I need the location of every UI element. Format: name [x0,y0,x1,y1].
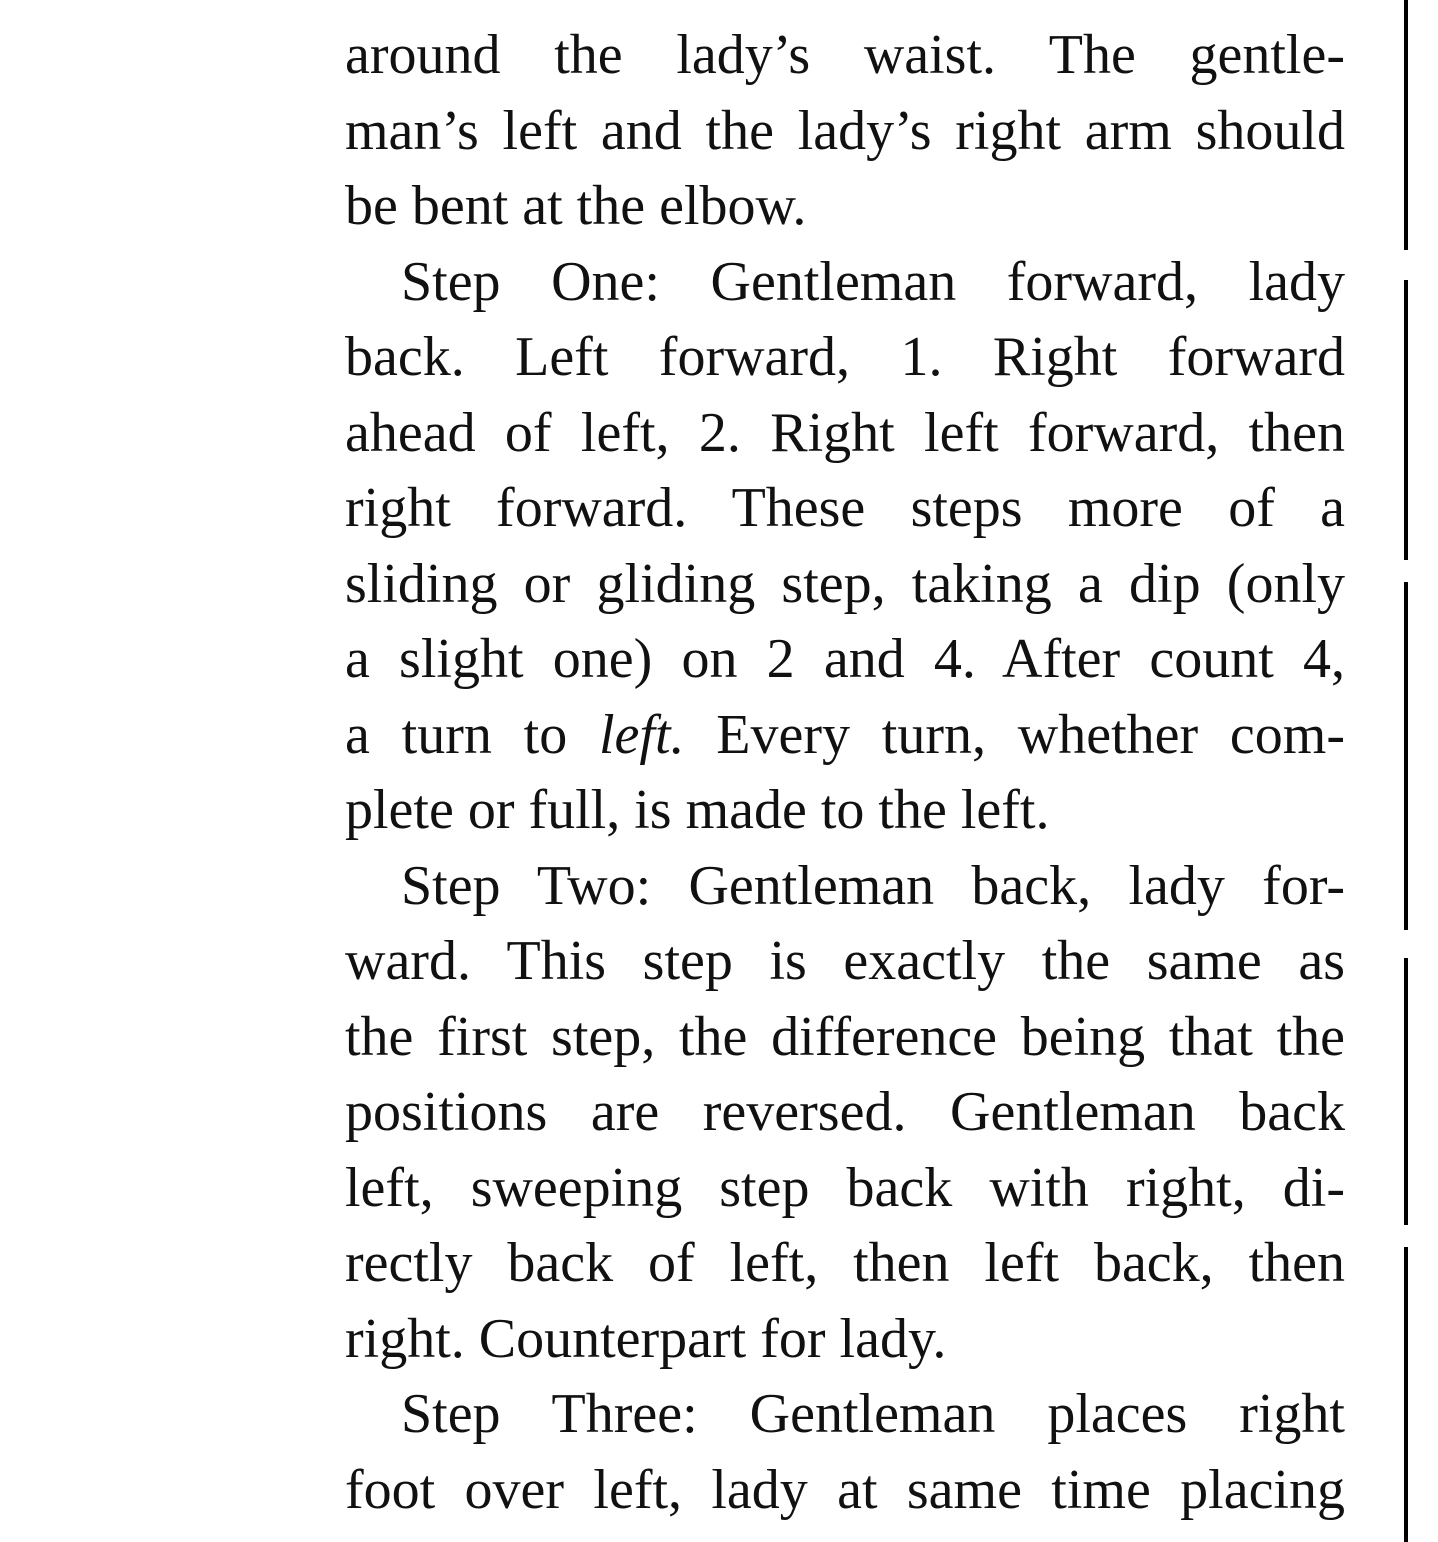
text-line: right. Counterpart for lady. [345,1307,947,1370]
text-line: ahead of left, 2. Right left forward, then [345,401,1345,464]
text-line: man’s left and the lady’s right arm should [345,99,1345,162]
text-line: back. Left forward, 1. Right forward [345,326,1345,388]
text-line: around the lady’s waist. The gentle- [345,24,1345,86]
text-line: a slight one) on 2 and 4. After count 4, [345,628,1345,690]
text-segment: a turn to [345,703,599,766]
text-line: rectly back of left, then left back, then [345,1232,1345,1294]
text-segment: Every turn, whether com- [684,703,1345,766]
page-edge-gap [1402,560,1410,582]
page-edge-gap [1402,250,1410,280]
text-line: ward. This step is exactly the same as [345,930,1345,992]
text-line: positions are reversed. Gentleman back [345,1081,1345,1143]
paragraph-step-two [345,849,1345,1378]
page-edge-rule [1404,0,1408,1542]
paragraph-step-three [345,1377,1345,1528]
text-line: be bent at the elbow. [345,175,807,237]
text-line: foot over left, lady at same time placing [345,1458,1345,1521]
paragraph-step-one [345,245,1345,849]
text-line: Step Two: Gentleman back, lady for- [401,854,1345,917]
text-line: right forward. These steps more of a [345,477,1345,539]
book-page-text [345,18,1345,1528]
text-line: plete or full, is made to the left. [345,779,1050,841]
italic-word: left. [598,703,685,766]
text-line: left, sweeping step back with right, di- [345,1156,1345,1219]
page-edge-gap [1402,1225,1410,1247]
text-line-with-italic [345,698,1345,774]
text-line: sliding or gliding step, taking a dip (only [345,552,1345,615]
text-line: Step Three: Gentleman places right [401,1383,1345,1445]
text-line: the first step, the difference being that the [345,1005,1345,1068]
text-line: Step One: Gentleman forward, lady [401,250,1345,313]
page-edge-gap [1402,930,1410,958]
paragraph-continuation [345,18,1345,245]
